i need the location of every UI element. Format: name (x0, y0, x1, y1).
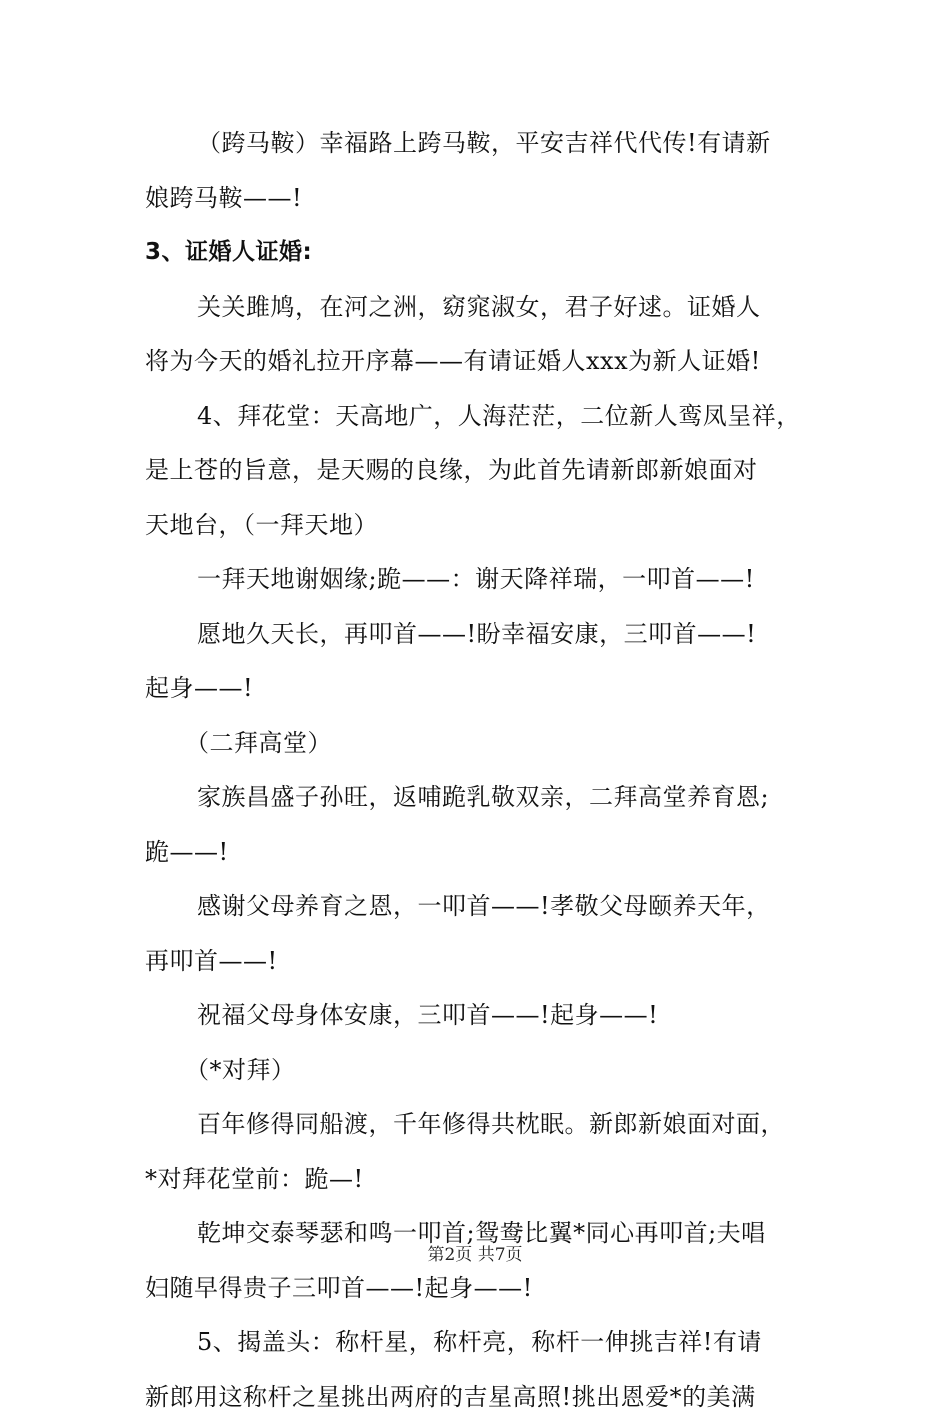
document-body (145, 116, 815, 1424)
paragraph-line: 妇随早得贵子三叩首——!起身——! (145, 1261, 815, 1316)
paragraph-line: 家族昌盛子孙旺，返哺跪乳敬双亲，二拜高堂养育恩; (145, 770, 815, 825)
paragraph-line: 娘跨马鞍——! (145, 171, 815, 226)
paragraph-line: 5、揭盖头：称杆星，称杆亮，称杆一伸挑吉祥!有请 (145, 1315, 815, 1370)
paragraph-line: 愿地久天长，再叩首——!盼幸福安康，三叩首——! (145, 607, 815, 662)
paragraph-line: （*对拜） (145, 1043, 815, 1098)
paragraph-line: 天地台，（一拜天地） (145, 498, 815, 553)
section-heading: 3、证婚人证婚: (145, 225, 815, 280)
page-number-footer: 第2页 共7页 (0, 1240, 950, 1265)
paragraph-line: 祝福父母身体安康，三叩首——!起身——! (145, 988, 815, 1043)
paragraph-line: 感谢父母养育之恩，一叩首——!孝敬父母颐养天年， (145, 879, 815, 934)
paragraph-line: 再叩首——! (145, 934, 815, 989)
paragraph-line: 关关雎鸠，在河之洲，窈窕淑女，君子好逑。证婚人 (145, 280, 815, 335)
paragraph-line: （跨马鞍）幸福路上跨马鞍，平安吉祥代代传!有请新 (145, 116, 815, 171)
paragraph-line: 将为今天的婚礼拉开序幕——有请证婚人xxx为新人证婚! (145, 334, 815, 389)
paragraph-line: 起身——! (145, 661, 815, 716)
paragraph-line: *对拜花堂前：跪—! (145, 1152, 815, 1207)
paragraph-line: 4、拜花堂：天高地广，人海茫茫，二位新人鸾凤呈祥， (145, 389, 815, 444)
paragraph-line: 一拜天地谢姻缘;跪——：谢天降祥瑞，一叩首——! (145, 552, 815, 607)
paragraph-line: （二拜高堂） (145, 716, 815, 771)
paragraph-line: 乾坤交泰琴瑟和鸣一叩首;鸳鸯比翼*同心再叩首;夫唱 (145, 1206, 815, 1261)
paragraph-line: 跪——! (145, 825, 815, 880)
paragraph-line: 百年修得同船渡，千年修得共枕眠。新郎新娘面对面， (145, 1097, 815, 1152)
paragraph-line: 是上苍的旨意，是天赐的良缘，为此首先请新郎新娘面对 (145, 443, 815, 498)
paragraph-line: 新郎用这称杆之星挑出两府的吉星高照!挑出恩爱*的美满 (145, 1370, 815, 1424)
